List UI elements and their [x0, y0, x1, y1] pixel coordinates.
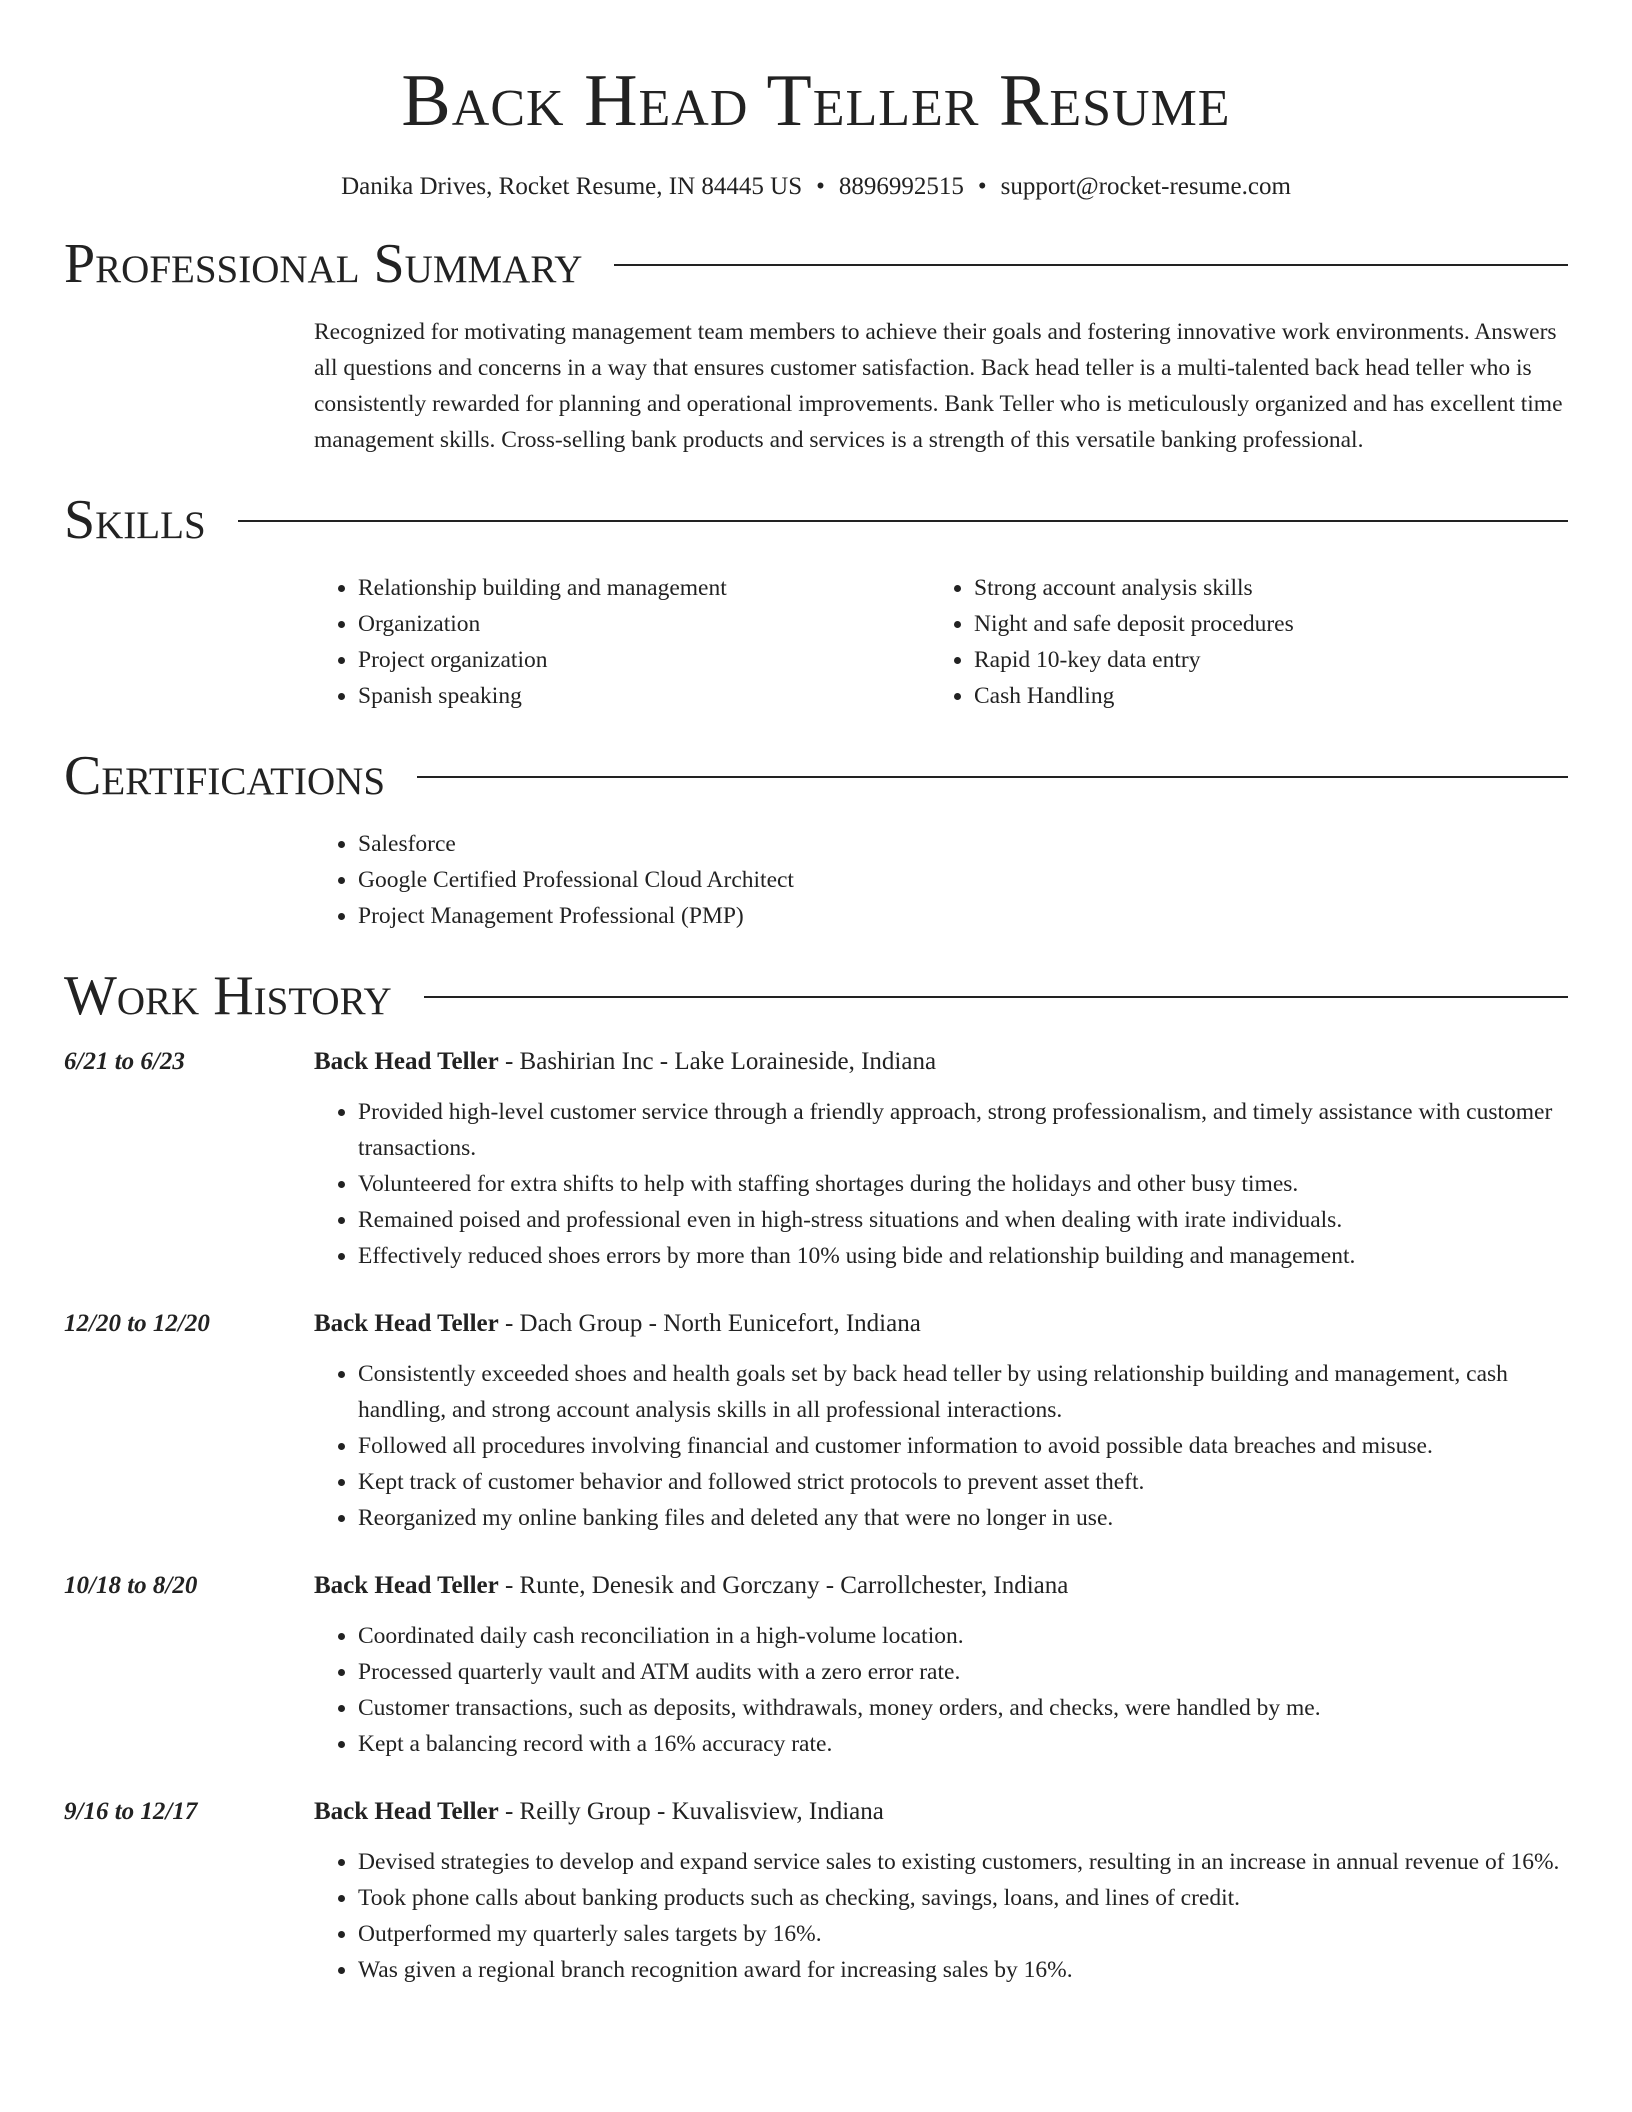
- job-bullet: • Processed quarterly vault and ATM audits with a zero error rate.: [358, 1654, 1568, 1690]
- job-heading: [314, 1306, 1568, 1342]
- skills-section-header: [64, 489, 1568, 551]
- section-divider: [417, 776, 1568, 778]
- skills-column-left: [314, 570, 930, 714]
- skill-item: • Cash Handling: [974, 678, 1546, 714]
- job-entry: [64, 1044, 1568, 1274]
- contact-separator: •: [816, 173, 825, 200]
- section-divider: [424, 996, 1568, 998]
- job-main: [314, 1568, 1568, 1762]
- skill-item: • Rapid 10-key data entry: [974, 642, 1546, 678]
- skills-list-left: [314, 570, 930, 714]
- job-bullet: • Kept a balancing record with a 16% accuracy rate.: [358, 1726, 1568, 1762]
- job-main: [314, 1044, 1568, 1274]
- job-dates: 10/18 to 8/20: [64, 1572, 198, 1599]
- skill-item: • Organization: [358, 606, 930, 642]
- job-bullet: • Was given a regional branch recognition award for increasing sales by 16%.: [358, 1952, 1568, 1988]
- job-employer-location: - Dach Group - North Eunicefort, Indiana: [498, 1310, 921, 1337]
- job-bullet: • Effectively reduced shoes errors by more than 10% using bide and relationship building and management.: [358, 1238, 1568, 1274]
- job-heading: [314, 1568, 1568, 1604]
- skills-grid: [314, 570, 1568, 714]
- skill-item: • Relationship building and management: [358, 570, 930, 606]
- job-bullet: • Remained poised and professional even in high-stress situations and when dealing with irate individuals.: [358, 1202, 1568, 1238]
- job-title: Back Head Teller: [314, 1572, 499, 1599]
- summary-text: Recognized for motivating management team members to achieve their goals and fostering innovative work environments. Answers all questions and concerns in a way that ensures customer satisfaction. Back head teller is a multi-talented back head teller who is consistently rewarded for planning and operational improvements. Bank Teller who is meticulously organized and has excellent time management skills. Cross-selling bank products and services is a strength of this versatile banking professional.: [314, 319, 1563, 453]
- certification-item: • Salesforce: [358, 826, 1568, 862]
- job-title: Back Head Teller: [314, 1310, 499, 1337]
- job-dates: 6/21 to 6/23: [64, 1048, 185, 1075]
- summary-section-header: [64, 233, 1568, 295]
- job-employer-location: - Runte, Denesik and Gorczany - Carrollchester, Indiana: [498, 1572, 1069, 1599]
- job-bullets: [314, 1094, 1568, 1274]
- summary-section-body: [314, 314, 1568, 458]
- contact-separator: •: [977, 173, 987, 200]
- job-bullet: • Took phone calls about banking products such as checking, savings, loans, and lines of credit.: [358, 1880, 1568, 1916]
- skill-item: • Strong account analysis skills: [974, 570, 1546, 606]
- section-divider: [614, 264, 1568, 266]
- job-entry: [64, 1306, 1568, 1536]
- certifications-section-header: [64, 745, 1568, 807]
- job-bullets: [314, 1618, 1568, 1762]
- certifications-section-body: [314, 826, 1568, 934]
- certifications-list: [314, 826, 1568, 934]
- job-bullet: • Outperformed my quarterly sales targets by 16%.: [358, 1916, 1568, 1952]
- skills-section-title: Skills: [64, 489, 206, 551]
- contact-line: [64, 172, 1568, 202]
- job-employer-location: - Reilly Group - Kuvalisview, Indiana: [498, 1798, 884, 1825]
- job-dates: 9/16 to 12/17: [64, 1798, 198, 1825]
- work-history-section-title: Work History: [64, 965, 392, 1027]
- section-divider: [238, 520, 1568, 522]
- job-bullets: [314, 1844, 1568, 1988]
- skills-section-body: [314, 570, 1568, 714]
- summary-section-title: Professional Summary: [64, 233, 583, 295]
- certification-item: • Google Certified Professional Cloud Architect: [358, 862, 1568, 898]
- job-main: [314, 1306, 1568, 1536]
- work-history-section-header: [64, 965, 1568, 1027]
- job-employer-location: - Bashirian Inc - Lake Loraineside, Indiana: [498, 1048, 937, 1075]
- job-bullet: • Reorganized my online banking files and deleted any that were no longer in use.: [358, 1500, 1568, 1536]
- job-heading: [314, 1794, 1568, 1830]
- job-entry: [64, 1568, 1568, 1762]
- skills-column-right: [930, 570, 1546, 714]
- skill-item: • Project organization: [358, 642, 930, 678]
- job-bullet: • Followed all procedures involving financial and customer information to avoid possible data breaches and misuse.: [358, 1428, 1568, 1464]
- skill-item: • Spanish speaking: [358, 678, 930, 714]
- skill-item: • Night and safe deposit procedures: [974, 606, 1546, 642]
- job-title: Back Head Teller: [314, 1798, 499, 1825]
- certifications-section-title: Certifications: [64, 745, 386, 807]
- skills-list-right: [930, 570, 1546, 714]
- job-entry: [64, 1794, 1568, 1988]
- job-dates: 12/20 to 12/20: [64, 1310, 210, 1337]
- certification-item: • Project Management Professional (PMP): [358, 898, 1568, 934]
- job-bullet: • Volunteered for extra shifts to help with staffing shortages during the holidays and other busy times.: [358, 1166, 1568, 1202]
- contact-email: support@rocket-resume.com: [1000, 173, 1291, 200]
- resume-name: Back Head Teller Resume: [401, 60, 1231, 142]
- contact-phone: 8896992515: [838, 173, 964, 200]
- job-bullet: • Coordinated daily cash reconciliation in a high-volume location.: [358, 1618, 1568, 1654]
- job-heading: [314, 1044, 1568, 1080]
- job-bullet: • Devised strategies to develop and expand service sales to existing customers, resulting in an increase in annual revenue of 16%.: [358, 1844, 1568, 1880]
- job-title: Back Head Teller: [314, 1048, 499, 1075]
- job-bullet: • Provided high-level customer service through a friendly approach, strong professionalism, and timely assistance with customer transactions.: [358, 1094, 1568, 1166]
- job-main: [314, 1794, 1568, 1988]
- job-bullet: • Customer transactions, such as deposits, withdrawals, money orders, and checks, were handled by me.: [358, 1690, 1568, 1726]
- job-bullet: • Kept track of customer behavior and followed strict protocols to prevent asset theft.: [358, 1464, 1568, 1500]
- job-bullet: • Consistently exceeded shoes and health goals set by back head teller by using relationship building and management, cash handling, and strong account analysis skills in all professional interactions.: [358, 1356, 1568, 1428]
- contact-address: Danika Drives, Rocket Resume, IN 84445 US: [341, 173, 803, 200]
- job-bullets: [314, 1356, 1568, 1536]
